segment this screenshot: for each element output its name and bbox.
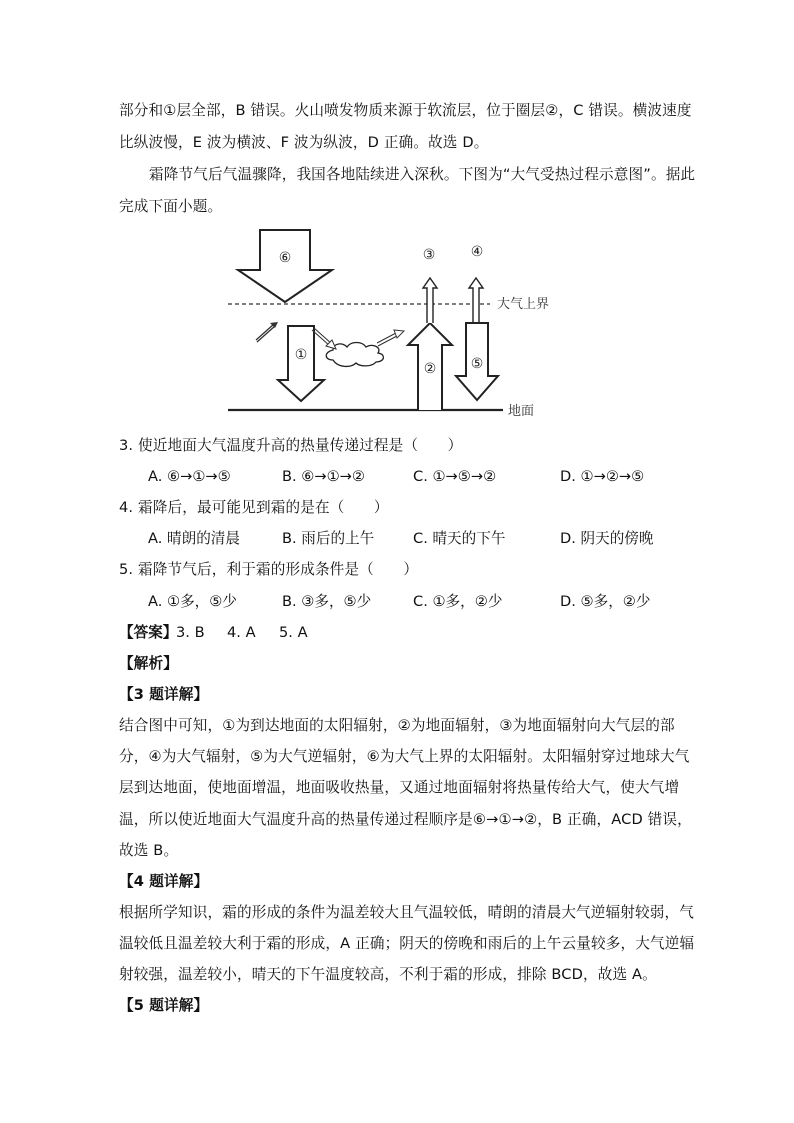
question-5-option-c[interactable]: C. ①多，②少: [413, 593, 503, 610]
upper-boundary-label: 大气上界: [497, 297, 550, 312]
detail-3-line: 层到达地面，使地面增温，地面吸收热量，又通过地面辐射将热量传给大气，使大气增: [119, 779, 680, 796]
question-5-stem: 5. 霜降节气后，利于霜的形成条件是（ ）: [119, 561, 419, 578]
arrow-3: [423, 278, 437, 323]
question-4-stem: 4. 霜降后，最可能见到霜的是在（ ）: [119, 499, 389, 516]
detail-5-heading: 【5 题详解】: [119, 997, 209, 1014]
detail-4-line: 根据所学知识，霜的形成的条件为温差较大且气温较低，晴朗的清晨大气逆辐射较弱，气: [119, 904, 695, 921]
passage-line: 霜降节气后气温骤降，我国各地陆续进入深秋。下图为“大气受热过程示意图”。据此: [149, 166, 696, 183]
detail-4-line: 射较强，温差较小，晴天的下午温度较高，不利于霜的形成，排除 BCD，故选 A。: [119, 966, 657, 983]
question-5-option-d[interactable]: D. ⑤多，②少: [560, 593, 651, 610]
label-4: ④: [470, 244, 484, 260]
question-3-option-b[interactable]: B. ⑥→①→②: [282, 468, 365, 485]
label-3: ③: [422, 247, 436, 263]
question-4-option-b[interactable]: B. 雨后的上午: [282, 530, 375, 547]
arrow-1: [278, 326, 324, 401]
detail-3-line: 结合图中可知，①为到达地面的太阳辐射，②为地面辐射，③为地面辐射向大气层的部: [119, 717, 675, 734]
ground-label: 地面: [508, 404, 535, 419]
arrow-4: [469, 278, 483, 322]
question-5-option-b[interactable]: B. ③多，⑤少: [282, 593, 372, 610]
question-3-option-d[interactable]: D. ①→②→⑤: [560, 468, 645, 485]
passage-line: 完成下面小题。: [119, 198, 223, 215]
atmosphere-heating-diagram: [220, 222, 580, 422]
question-5-option-a[interactable]: A. ①多，⑤少: [148, 593, 237, 610]
answer-label: 【答案】: [119, 624, 178, 641]
intro-line: 部分和①层全部，B 错误。火山喷发物质来源于软流层，位于圈层②，C 错误。横波速度: [119, 102, 692, 119]
label-6: ⑥: [278, 250, 292, 266]
question-3-option-c[interactable]: C. ①→⑤→②: [413, 468, 497, 485]
detail-3-line: 温，所以使近地面大气温度升高的热量传递过程顺序是⑥→①→②，B 正确，ACD 错误，: [119, 811, 692, 828]
question-3-option-a[interactable]: A. ⑥→①→⑤: [148, 468, 231, 485]
detail-3-line: 故选 B。: [119, 842, 179, 859]
question-4-option-a[interactable]: A. 晴朗的清晨: [148, 530, 240, 547]
answer-5: 5. A: [279, 624, 308, 641]
detail-4-line: 温较低且温差较大利于霜的形成，A 正确；阴天的傍晚和雨后的上午云量较多，大气逆辐: [119, 935, 695, 952]
answer-4: 4. A: [227, 624, 256, 641]
detail-3-heading: 【3 题详解】: [119, 686, 209, 703]
question-3-stem: 3. 使近地面大气温度升高的热量传递过程是（ ）: [119, 437, 463, 454]
label-2: ②: [423, 361, 437, 377]
label-5: ⑤: [470, 356, 484, 372]
answer-3: 3. B: [176, 624, 205, 641]
label-1: ①: [294, 347, 308, 363]
reflected-ray: [257, 326, 275, 342]
question-4-option-c[interactable]: C. 晴天的下午: [413, 530, 506, 547]
detail-3-line: 分，④为大气辐射，⑤为大气逆辐射，⑥为大气上界的太阳辐射。太阳辐射穿过地球大气: [119, 748, 690, 765]
intro-line: 比纵波慢，E 波为横波、F 波为纵波，D 正确。故选 D。: [119, 134, 489, 151]
analysis-heading: 【解析】: [119, 655, 178, 672]
detail-4-heading: 【4 题详解】: [119, 873, 209, 890]
arrow-6: [238, 230, 332, 302]
question-4-option-d[interactable]: D. 阴天的傍晚: [560, 530, 654, 547]
